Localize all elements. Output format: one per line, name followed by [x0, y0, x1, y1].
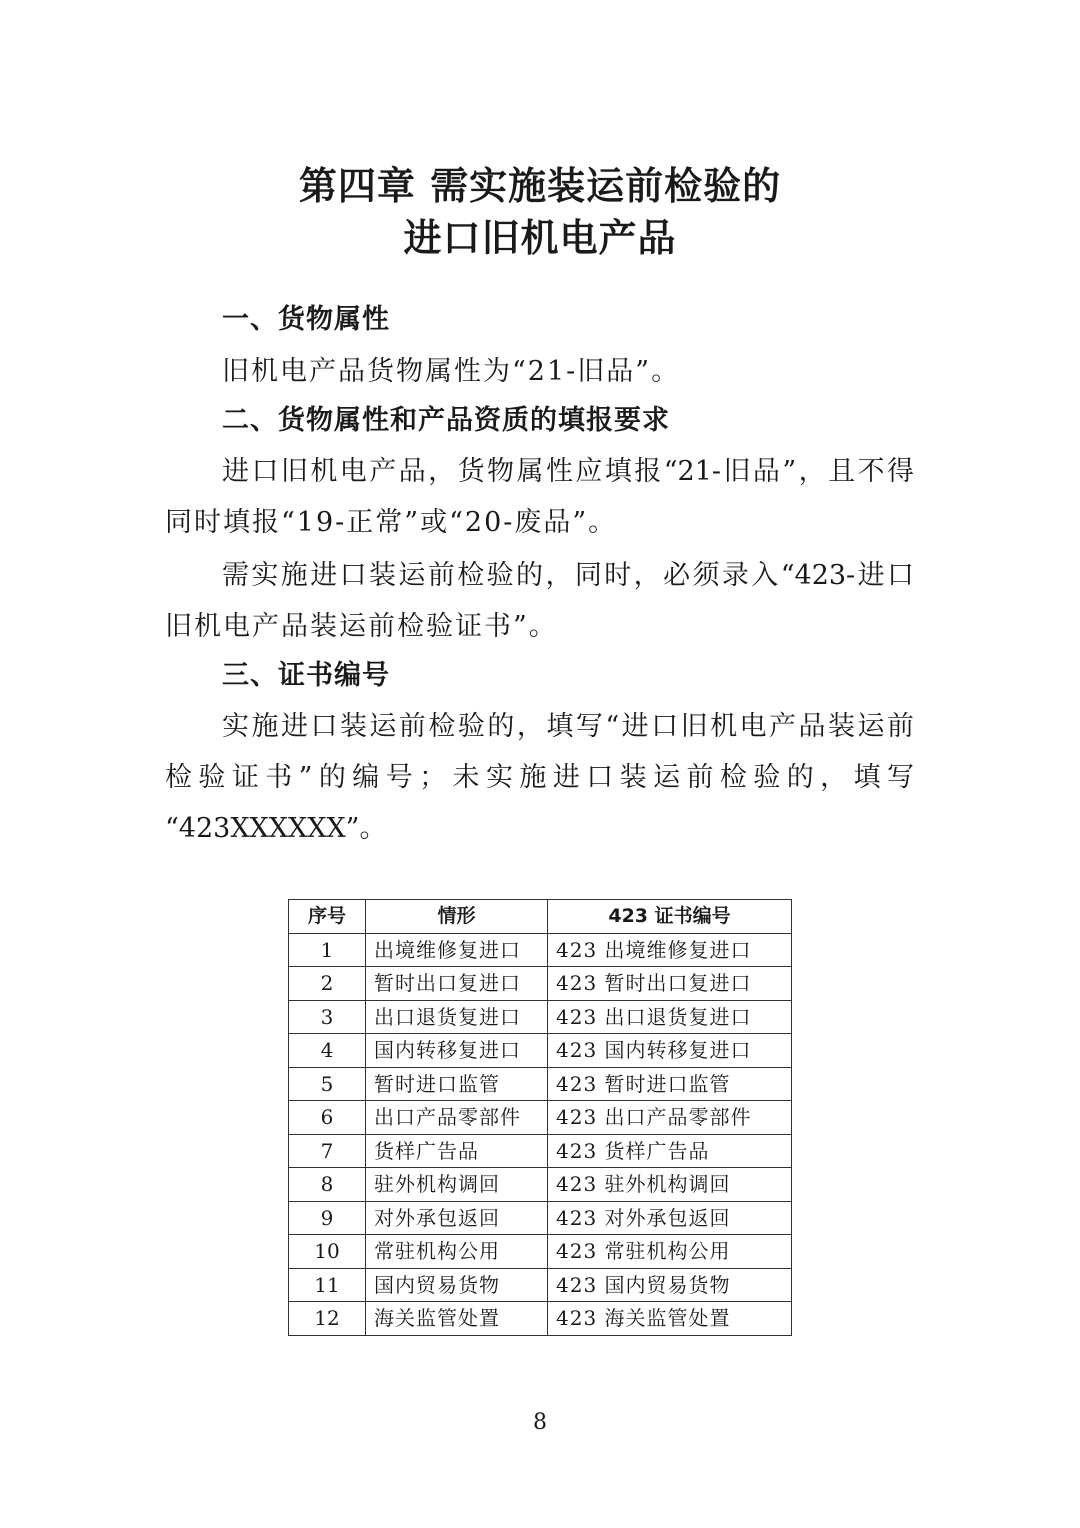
row-index: 8 [289, 1168, 366, 1202]
row-index: 3 [289, 1000, 366, 1034]
section-heading-1: 一、货物属性 [222, 304, 390, 335]
row-situation: 驻外机构调回 [366, 1168, 548, 1202]
row-situation: 出境维修复进口 [366, 933, 548, 967]
row-situation: 暂时进口监管 [366, 1067, 548, 1101]
row-index: 1 [289, 933, 366, 967]
row-index: 6 [289, 1101, 366, 1135]
table-row [289, 1201, 792, 1235]
row-index: 11 [289, 1268, 366, 1302]
section-1-paragraph-line: 旧机电产品货物属性为“21-旧品”。 [222, 356, 681, 387]
row-situation: 货样广告品 [366, 1134, 548, 1168]
column-header-certificate-code: 423 证书编号 [548, 900, 792, 934]
row-certificate-code: 423 国内贸易货物 [548, 1268, 792, 1302]
certificate-code-table [288, 899, 792, 1336]
row-index: 5 [289, 1067, 366, 1101]
section-3-paragraph-line-3: “423XXXXXX”。 [165, 813, 387, 844]
table-row [289, 1067, 792, 1101]
row-certificate-code: 423 国内转移复进口 [548, 1034, 792, 1068]
table-row [289, 1268, 792, 1302]
table-row [289, 1000, 792, 1034]
table-row [289, 1302, 792, 1336]
section-2-paragraph-2-line-2: 旧机电产品装运前检验证书”。 [165, 611, 558, 642]
row-index: 12 [289, 1302, 366, 1336]
row-situation: 常驻机构公用 [366, 1235, 548, 1269]
row-situation: 对外承包返回 [366, 1201, 548, 1235]
row-certificate-code: 423 暂时出口复进口 [548, 967, 792, 1001]
table-row [289, 1101, 792, 1135]
row-situation: 暂时出口复进口 [366, 967, 548, 1001]
row-certificate-code: 423 常驻机构公用 [548, 1235, 792, 1269]
column-header-index: 序号 [289, 900, 366, 934]
row-index: 9 [289, 1201, 366, 1235]
section-3-paragraph-line-1: 实施进口装运前检验的，填写“进口旧机电产品装运前 [222, 711, 914, 742]
row-certificate-code: 423 海关监管处置 [548, 1302, 792, 1336]
section-3-paragraph-line-2: 检验证书”的编号；未实施进口装运前检验的，填写 [165, 762, 914, 793]
row-certificate-code: 423 出口退货复进口 [548, 1000, 792, 1034]
row-certificate-code: 423 驻外机构调回 [548, 1168, 792, 1202]
row-index: 2 [289, 967, 366, 1001]
column-header-situation: 情形 [366, 900, 548, 934]
table-row [289, 933, 792, 967]
row-situation: 出口产品零部件 [366, 1101, 548, 1135]
table-row [289, 1168, 792, 1202]
row-situation: 出口退货复进口 [366, 1000, 548, 1034]
row-certificate-code: 423 出境维修复进口 [548, 933, 792, 967]
section-2-paragraph-1-line-1: 进口旧机电产品，货物属性应填报“21-旧品”，且不得 [222, 456, 914, 487]
row-certificate-code: 423 货样广告品 [548, 1134, 792, 1168]
chapter-title-line2: 进口旧机电产品 [403, 215, 677, 260]
table-row [289, 1134, 792, 1168]
table-row [289, 1235, 792, 1269]
row-situation: 海关监管处置 [366, 1302, 548, 1336]
page-number: 8 [533, 1410, 547, 1435]
section-2-paragraph-2-line-1: 需实施进口装运前检验的，同时，必须录入“423-进口 [222, 560, 914, 591]
row-certificate-code: 423 出口产品零部件 [548, 1101, 792, 1135]
row-certificate-code: 423 暂时进口监管 [548, 1067, 792, 1101]
row-index: 7 [289, 1134, 366, 1168]
row-certificate-code: 423 对外承包返回 [548, 1201, 792, 1235]
row-situation: 国内转移复进口 [366, 1034, 548, 1068]
table-row [289, 967, 792, 1001]
row-index: 10 [289, 1235, 366, 1269]
section-2-paragraph-1-line-2: 同时填报“19-正常”或“20-废品”。 [165, 507, 618, 538]
section-heading-2: 二、货物属性和产品资质的填报要求 [222, 405, 670, 436]
row-index: 4 [289, 1034, 366, 1068]
table-row [289, 1034, 792, 1068]
table-header-row [289, 900, 792, 934]
section-heading-3: 三、证书编号 [222, 660, 390, 691]
row-situation: 国内贸易货物 [366, 1268, 548, 1302]
chapter-title-line1: 第四章 需实施装运前检验的 [298, 163, 782, 208]
